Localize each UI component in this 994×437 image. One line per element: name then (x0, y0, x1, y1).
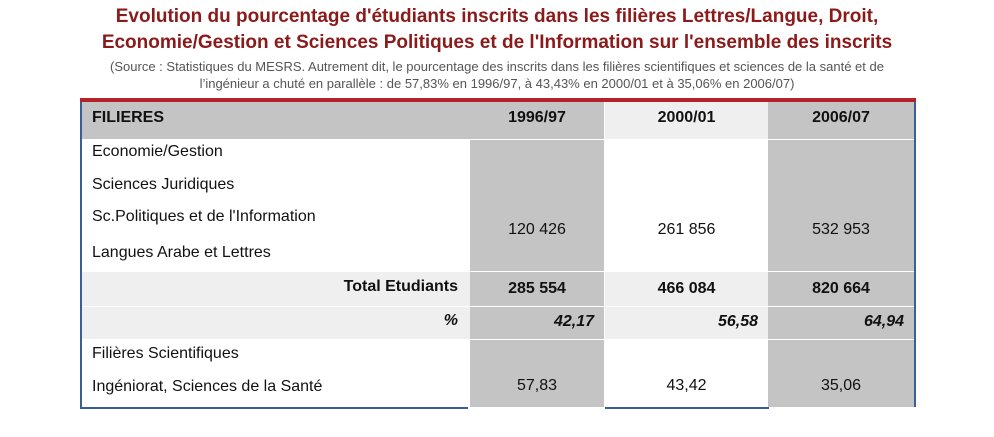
column-shade-1996 (470, 102, 604, 407)
total-value-1996: 285 554 (508, 280, 566, 297)
percent-value-1996: 42,17 (553, 313, 594, 330)
group1-value-1996: 120 426 (508, 221, 566, 238)
row-separator (82, 339, 914, 340)
table-top-rule (80, 98, 916, 102)
table-bottom-border (80, 407, 468, 409)
page-title (0, 4, 994, 56)
header-year-1996: 1996/97 (508, 109, 566, 126)
source-note (30, 58, 964, 92)
row-label-economie: Economie/Gestion (92, 143, 223, 160)
group1-value-2000: 261 856 (657, 221, 716, 238)
title-line-2: Economie/Gestion et Sciences Politiques et de l'Information sur l'ensemble des inscrits (101, 32, 893, 53)
row-separator (82, 271, 914, 272)
row-label-ingeniorat: Ingéniorat, Sciences de la Santé (92, 378, 323, 395)
table-left-border (80, 102, 82, 407)
group2-value-1996: 57,83 (516, 377, 558, 394)
percent-label: % (443, 312, 458, 329)
header-filieres: FILIERES (92, 109, 165, 126)
table-right-border (914, 102, 916, 407)
row-label-juridiques: Sciences Juridiques (92, 176, 235, 193)
percent-value-2006: 64,94 (863, 313, 904, 330)
row-label-langues: Langues Arabe et Lettres (92, 244, 271, 261)
group2-value-2000: 43,42 (666, 377, 707, 394)
source-line-2: l’ingénieur a chuté en parallèle : de 57,83% en 1996/97, à 43,43% en 2000/01 et à 35,06% en 2006/07) (199, 76, 795, 91)
row-label-scientifiques: Filières Scientifiques (92, 345, 239, 362)
row-separator (82, 139, 914, 140)
total-value-2006: 820 664 (812, 280, 870, 297)
row-label-politiques: Sc.Politiques et de l'Information (92, 208, 316, 225)
data-table (80, 98, 916, 409)
table-bottom-border-mid (605, 407, 769, 409)
group2-value-2006: 35,06 (820, 377, 862, 394)
total-value-2000: 466 084 (657, 280, 716, 297)
percent-value-2000: 56,58 (717, 313, 758, 330)
header-year-2000: 2000/01 (657, 109, 716, 126)
total-label: Total Etudiants (343, 278, 458, 295)
group1-value-2006: 532 953 (812, 221, 870, 238)
header-year-2006: 2006/07 (812, 109, 870, 126)
column-shade-2006 (768, 102, 914, 407)
title-line-1: Evolution du pourcentage d'étudiants inscrits dans les filières Lettres/Langue, Droit, (115, 6, 879, 27)
source-line-1: (Source : Statistiques du MESRS. Autrement dit, le pourcentage des inscrits dans les filières scientifiques et sciences de la santé et de (110, 59, 884, 74)
row-separator (82, 306, 914, 307)
